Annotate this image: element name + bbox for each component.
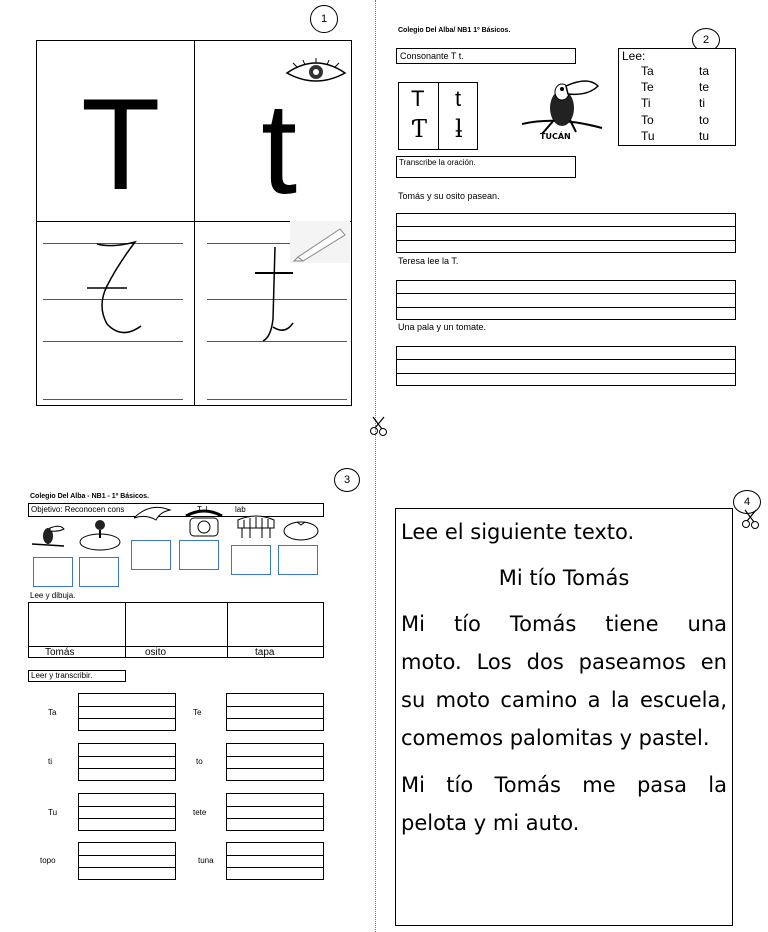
answer-box-2[interactable]: [79, 557, 119, 587]
read-draw-title: Lee y dibuja.: [30, 591, 76, 600]
dolphin-icon: [132, 500, 174, 526]
word-ta: Ta: [48, 708, 57, 717]
sentence-1: Tomás y su osito pasean.: [398, 191, 500, 201]
writing-lines-2: [396, 280, 736, 320]
word-tete: tete: [193, 808, 207, 817]
sentence-3: Una pala y un tomate.: [398, 322, 487, 332]
sentence-2: Teresa lee la T.: [398, 256, 459, 266]
transcribe-title-box: Transcribe la oración.: [396, 156, 576, 178]
read-transcribe-title-box: Leer y transcribir.: [28, 670, 126, 682]
upper-t: T: [81, 71, 161, 217]
word-topo: topo: [40, 856, 56, 865]
answer-box-6[interactable]: [278, 545, 318, 575]
lines-topo: [78, 842, 176, 880]
answer-box-1[interactable]: [33, 557, 73, 587]
letters-box: T t Ƭ ƚ: [398, 82, 478, 150]
page-divider: [375, 0, 376, 932]
consonant-title-box: Consonante T t.: [396, 48, 576, 64]
story-line-6: pelota y mi auto.: [401, 811, 580, 835]
eye-icon: [285, 57, 347, 87]
word-ti: ti: [48, 757, 52, 766]
story-line-4: comemos palomitas y pastel.: [401, 726, 710, 750]
page-number-4: 4: [733, 490, 761, 514]
word-tu: Tu: [48, 808, 58, 817]
toucan-small-icon: [30, 520, 66, 550]
scissors-icon-2: [740, 508, 762, 530]
story-line-3: su moto camino a la escuela,: [401, 688, 727, 712]
lines-tete: [226, 793, 324, 831]
lower-t: t: [261, 75, 298, 221]
cursive-upper-t: [77, 236, 167, 346]
answer-box-5[interactable]: [231, 545, 271, 575]
toucan-label: TUCÁN: [540, 132, 571, 141]
lines-ti: [78, 743, 176, 781]
school-header-2: Colegio Del Alba/ NB1 1º Básicos.: [398, 27, 511, 34]
school-header-3: Colegio Del Alba - NB1 - 1º Básicos.: [30, 493, 149, 500]
lines-tuna: [226, 842, 324, 880]
telephone-icon: [184, 508, 224, 538]
story-line-1: Mi tío Tomás tiene una: [401, 612, 727, 636]
answer-box-4[interactable]: [179, 540, 219, 570]
syllable-box: Lee: Ta ta Te te Ti ti To to Tu tu: [618, 48, 736, 146]
word-te: Te: [193, 708, 202, 717]
tiger-icon: [234, 506, 278, 540]
objective-box: Objetivo: Reconocen cons T. l lab: [28, 503, 324, 517]
story-line-2: moto. Los dos paseamos en: [401, 650, 727, 674]
writing-lines-1: [396, 213, 736, 253]
lines-to: [226, 743, 324, 781]
word-to: to: [196, 757, 203, 766]
tomato-icon: [282, 516, 320, 542]
toy-top-icon: [78, 518, 122, 552]
lines-ta: [78, 693, 176, 731]
story-title: Mi tío Tomás: [498, 566, 630, 590]
pencil-icon: [290, 221, 350, 263]
writing-lines-3: [396, 346, 736, 386]
answer-box-3[interactable]: [131, 540, 171, 570]
page-number-3: 3: [334, 468, 360, 492]
page-number-1: 1: [310, 5, 338, 33]
lines-tu: [78, 793, 176, 831]
story-line-5: Mi tío Tomás me pasa la: [401, 773, 727, 797]
page-number-2: 2: [692, 28, 720, 52]
letter-card: [36, 40, 352, 406]
drawing-grid: Tomás osito tapa: [28, 602, 324, 658]
scissors-icon: [368, 415, 390, 437]
lines-te: [226, 693, 324, 731]
word-tuna: tuna: [198, 856, 214, 865]
story-instruction: Lee el siguiente texto.: [401, 520, 635, 544]
